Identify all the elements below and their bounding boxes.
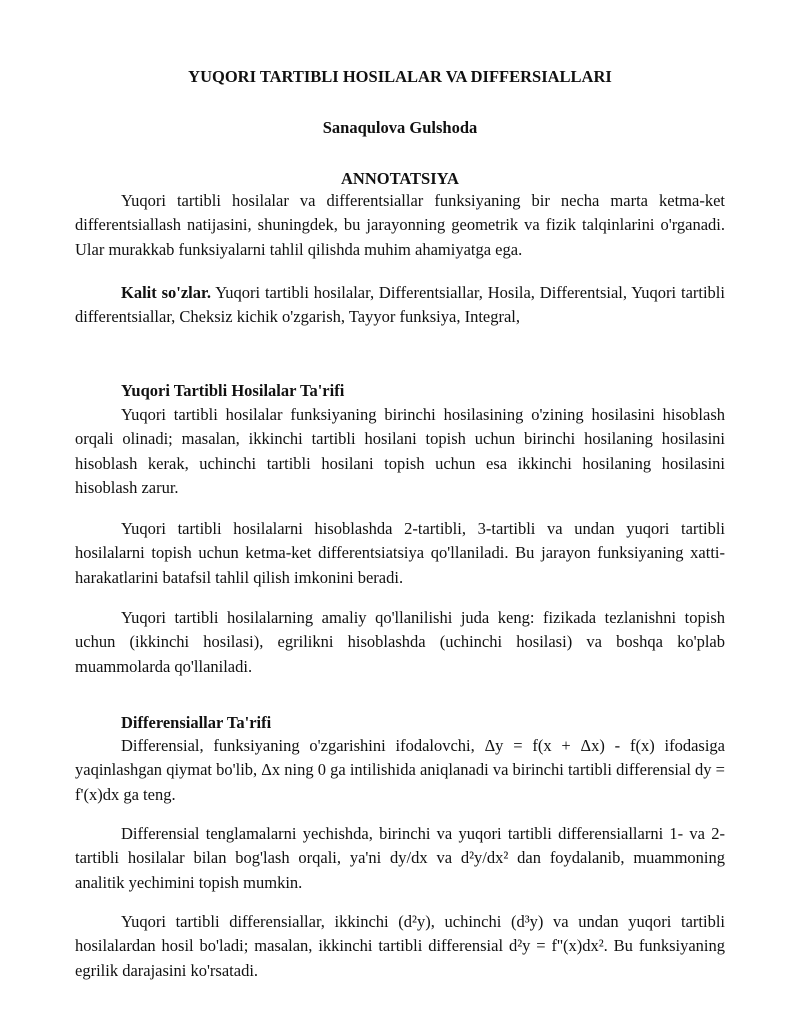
section1-paragraph-3: Yuqori tartibli hosilalarning amaliy qo'llanilishi juda keng: fizikada tezlanishni topish uchun (ikkinchi hosilasi), egrilikni hisoblashda (uchinchi hosilasi) va boshqa ko'plab muammolarda qo'llaniladi.	[75, 608, 725, 676]
keywords-text: Yuqori tartibli hosilalar, Differentsiallar, Hosila, Differentsial, Yuqori tartibli differentsiallar, Cheksiz kichik o'zgarish, Tayyor funksiya, Integral,	[75, 283, 725, 327]
keywords-paragraph	[75, 281, 725, 330]
section2-paragraph-1: Differensial, funksiyaning o'zgarishini ifodalovchi, Δy = f(x + Δx) - f(x) ifodasiga yaqinlashgan qiymat bo'lib, Δx ning 0 ga intilishida aniqlanadi va birinchi tartibli differensial dy = f'(x)dx ga teng.	[75, 736, 725, 804]
document-title: YUQORI TARTIBLI HOSILALAR VA DIFFERSIALLARI	[188, 67, 612, 86]
section1-paragraph-1: Yuqori tartibli hosilalar funksiyaning birinchi hosilasining o'zining hosilasini hisoblash orqali olinadi; masalan, ikkinchi tartibli hosilani topish uchun birinchi hosilaning hosilasini hisoblash kerak, uchinchi tartibli hosilani topish uchun esa ikkinchi hosilaning hosilasini hisoblash zarur.	[75, 405, 725, 498]
section-heading-higher-derivatives: Yuqori Tartibli Hosilalar Ta'rifi	[121, 381, 345, 400]
abstract-paragraph: Yuqori tartibli hosilalar va differentsiallar funksiyaning bir necha marta ketma-ket differentsiallash natijasini, shuningdek, bu jarayonning geometrik va fizik talqinlarini o'rganadi. Ular murakkab funksiyalarni tahlil qilishda muhim ahamiyatga ega.	[75, 191, 725, 259]
section2-paragraph-3: Yuqori tartibli differensiallar, ikkinchi (d²y), uchinchi (d³y) va undan yuqori tartibli hosilalardan hosil bo'ladi; masalan, ikkinchi tartibli differensial d²y = f''(x)dx². Bu funksiyaning egrilik darajasini ko'rsatadi.	[75, 912, 725, 980]
keywords-label: Kalit so'zlar.	[121, 283, 211, 302]
section-heading-differentials: Differensiallar Ta'rifi	[121, 713, 272, 732]
author-name: Sanaqulova Gulshoda	[322, 118, 478, 137]
section1-paragraph-2: Yuqori tartibli hosilalarni hisoblashda 2-tartibli, 3-tartibli va undan yuqori tartibli hosilalarni topish uchun ketma-ket differentsiatsiya qo'llaniladi. Bu jarayon funksiyaning xatti-harakatlarini batafsil tahlil qilish imkonini beradi.	[75, 519, 725, 587]
section2-paragraph-2: Differensial tenglamalarni yechishda, birinchi va yuqori tartibli differensiallarni 1- va 2- tartibli hosilalar bilan bog'lash orqali, ya'ni dy/dx va d²y/dx² dan foydalanib, muammoning analitik yechimini topish mumkin.	[75, 824, 725, 892]
abstract-heading: ANNOTATSIYA	[341, 169, 459, 188]
